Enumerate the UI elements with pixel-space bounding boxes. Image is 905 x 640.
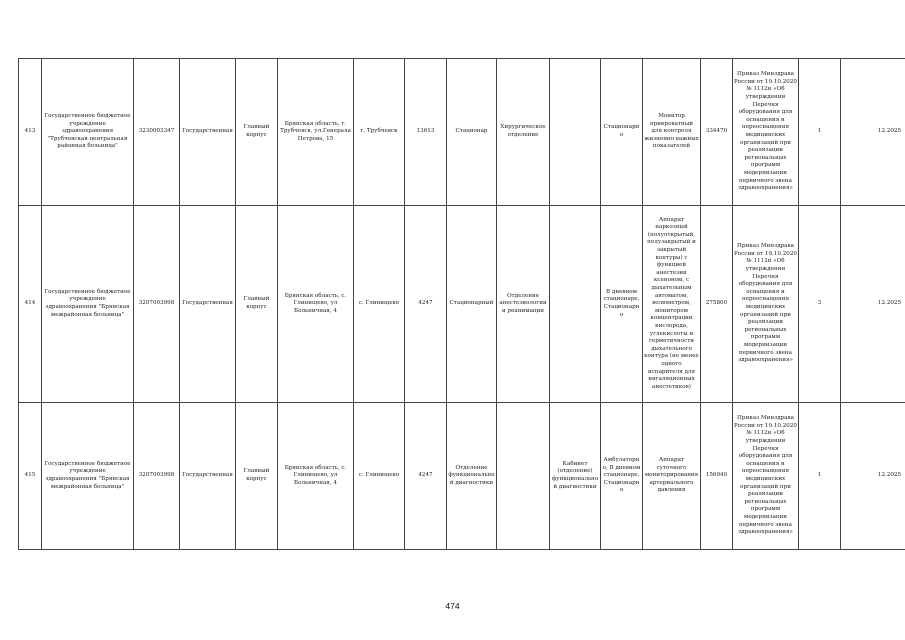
delivery-date: 12.2025 — [841, 206, 905, 403]
population: 4247 — [405, 206, 447, 403]
price: 156940 — [701, 403, 733, 550]
care-type: Стационар — [447, 59, 497, 206]
page-number: 474 — [445, 601, 460, 611]
inn-code: 3207003998 — [134, 206, 180, 403]
department — [497, 403, 550, 550]
room — [550, 59, 601, 206]
department: Отделение анестезиологии и реанимации — [497, 206, 550, 403]
room — [550, 206, 601, 403]
care-conditions: Амбулаторно, В дневном стационаре, Стационарно — [601, 403, 643, 550]
equipment-name: Аппарат суточного мониторирования артериального давления — [643, 403, 701, 550]
inn-code: 3230003347 — [134, 59, 180, 206]
organization-name: Государственное бюджетное учреждение здравоохранения "Брянская межрайонная больница" — [42, 403, 134, 550]
order-reference: Приказ Минздрава России от 19.10.2020 № 1112н «Об утверждении Перечня оборудования для оснащения и переоснащения медицинских организаций при реализации региональных программ модернизации первичного звена здравоохранения» — [733, 206, 799, 403]
row-number: 414 — [19, 206, 42, 403]
building-name: Главный корпус — [236, 403, 278, 550]
care-type: Стационарный — [447, 206, 497, 403]
ownership-form: Государственная — [180, 206, 236, 403]
population: 4247 — [405, 403, 447, 550]
building-name: Главный корпус — [236, 206, 278, 403]
quantity: 3 — [799, 206, 841, 403]
building-name: Главный корпус — [236, 59, 278, 206]
equipment-register-table — [18, 58, 905, 550]
table-row — [19, 403, 905, 550]
ownership-form: Государственная — [180, 59, 236, 206]
table-row — [19, 59, 905, 206]
equipment-name — [643, 206, 701, 403]
order-reference: Приказ Минздрава России от 19.10.2020 № 1112н «Об утверждении Перечня оборудования для оснащения и переоснащения медицинских организаций при реализации региональных программ модернизации первичного звена здравоохранения» — [733, 403, 799, 550]
organization-name: Государственное бюджетное учреждение здравоохранения "Трубчевская центральная районная больница" — [42, 59, 134, 206]
settlement: с. Глинищево — [354, 403, 405, 550]
care-type: Отделение функциональной диагностики — [447, 403, 497, 550]
price: 275800 — [701, 206, 733, 403]
settlement: г. Трубчевск — [354, 59, 405, 206]
table-row — [19, 206, 905, 403]
order-reference: Приказ Минздрава России от 19.10.2020 № 1112н «Об утверждении Перечня оборудования для оснащения и переоснащения медицинских организаций при реализации региональных программ модернизации первичного звена здравоохранения» — [733, 59, 799, 206]
care-conditions: Стационарно — [601, 59, 643, 206]
settlement: с. Глинищево — [354, 206, 405, 403]
care-conditions: В дневном стационаре, Стационарно — [601, 206, 643, 403]
room: Кабинет (отделение) функциональной диагностики — [550, 403, 601, 550]
quantity: 1 — [799, 403, 841, 550]
price: 334470 — [701, 59, 733, 206]
row-number: 415 — [19, 403, 42, 550]
row-number: 413 — [19, 59, 42, 206]
organization-name: Государственное бюджетное учреждение здравоохранения "Брянская межрайонная больница" — [42, 206, 134, 403]
equipment-name: Монитор прикроватный для контроля жизненно важных показателей — [643, 59, 701, 206]
delivery-date: 12.2025 — [841, 403, 905, 550]
equipment-name-text: Аппарат наркозный (полуоткрытый, полузакрытый и закрытый контуры) с функцией анестезии ксеноном, с дыхательным автоматом, волюметром, монитором концентрации кислорода, углекислоты и герметичности дыхательного контура (не менее одного испарителя для ингаляционных анестетиков) — [644, 216, 699, 390]
population: 13613 — [405, 59, 447, 206]
delivery-date: 12.2025 — [841, 59, 905, 206]
address: Брянская область, с. Глинищево, ул Больничная, 4 — [278, 403, 354, 550]
address: Брянская область, с. Глинищево, ул Больничная, 4 — [278, 206, 354, 403]
address: Брянская область, г. Трубчевск, ул.Генерала Петрова, 15 — [278, 59, 354, 206]
quantity: 1 — [799, 59, 841, 206]
ownership-form: Государственная — [180, 403, 236, 550]
inn-code: 3207003998 — [134, 403, 180, 550]
department: Хирургическое отделение — [497, 59, 550, 206]
